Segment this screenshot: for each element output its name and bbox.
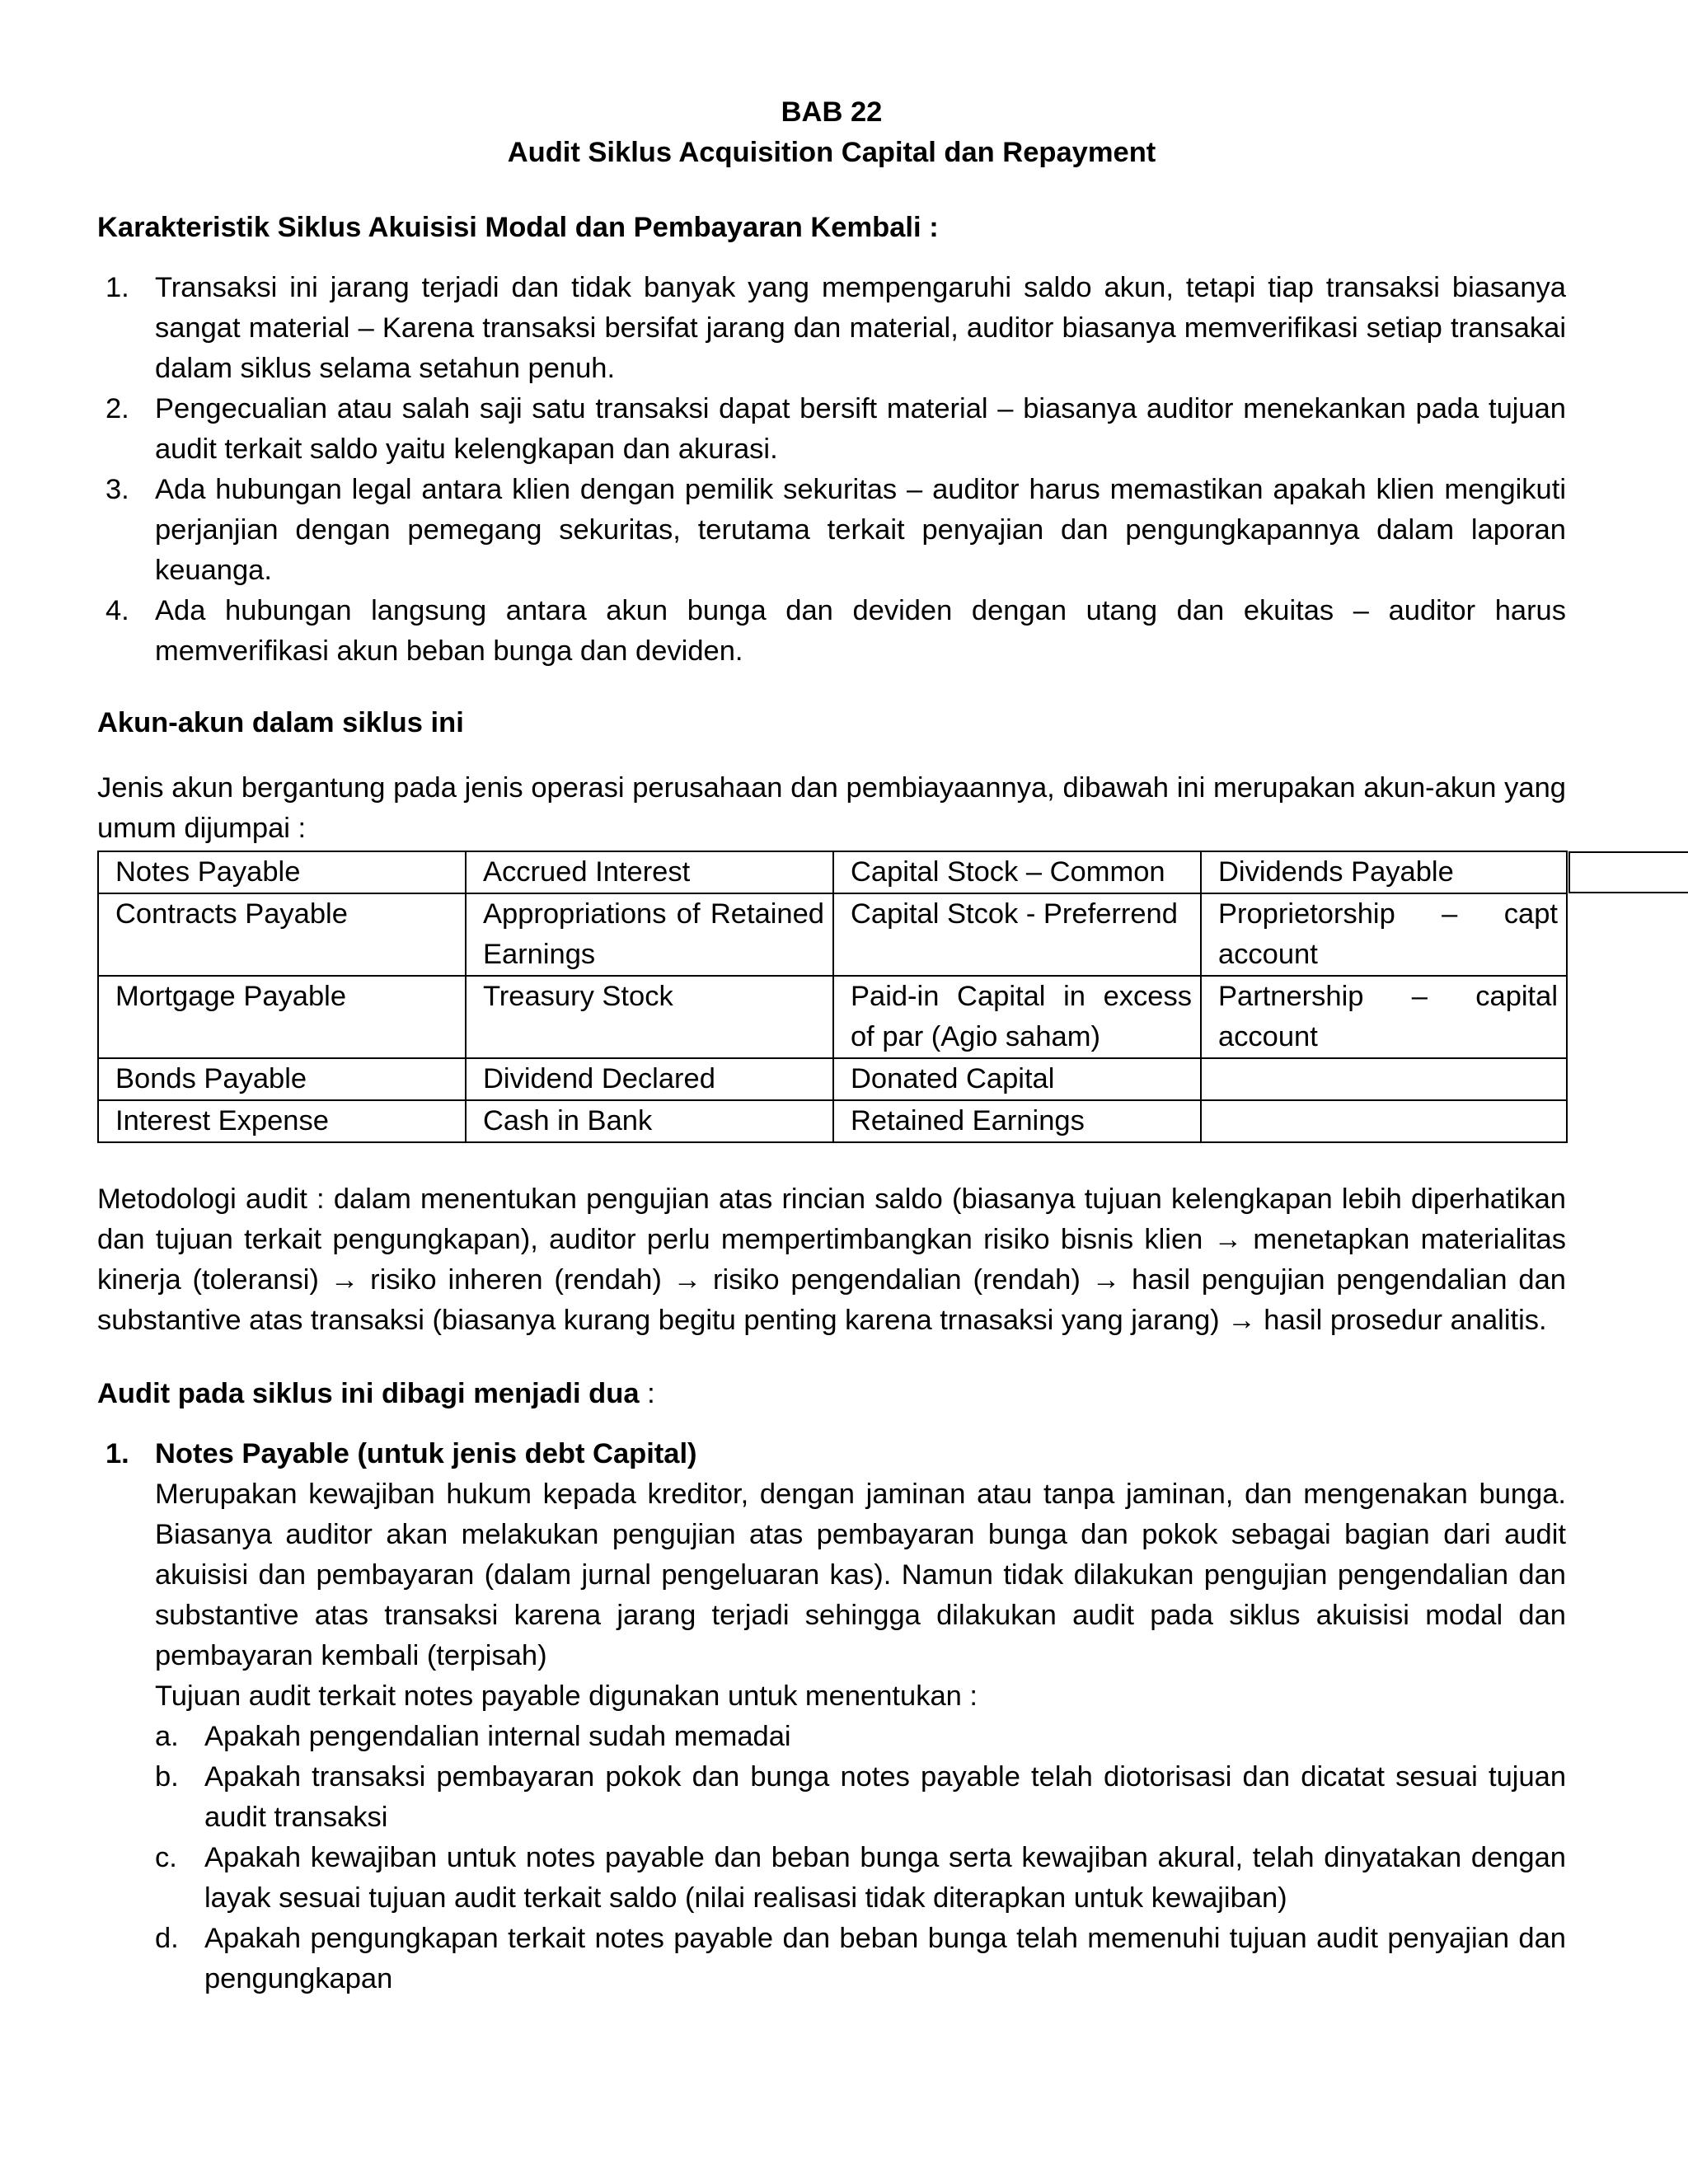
table-cell: Capital Stcok - Preferrend <box>833 893 1201 976</box>
table-cell <box>1201 1058 1567 1100</box>
table-cell: Notes Payable <box>98 851 466 893</box>
chapter-title: Audit Siklus Acquisition Capital dan Repayment <box>507 137 1156 168</box>
list-item: b. Apakah transaksi pembayaran pokok dan bunga notes payable telah diotorisasi dan dicatat sesuai tujuan audit transaksi <box>155 1761 1566 1833</box>
table-cell: Partnership – capital account <box>1201 976 1567 1058</box>
table-cell: Mortgage Payable <box>98 976 466 1058</box>
table-cell: Proprietorship – capt account <box>1201 893 1567 976</box>
table-cell: Retained Earnings <box>833 1100 1201 1142</box>
list-item: c. Apakah kewajiban untuk notes payable dan beban bunga serta kewajiban akural, telah dinyatakan dengan layak sesuai tujuan audit terkait saldo (nilai realisasi tidak diterapkan untuk kewajiban) <box>155 1842 1566 1914</box>
accounts-table <box>97 851 1568 1143</box>
characteristics-heading: Karakteristik Siklus Akuisisi Modal dan Pembayaran Kembali : <box>97 212 939 243</box>
document-content <box>97 92 1566 1999</box>
table-cell: Dividend Declared <box>466 1058 833 1100</box>
list-item: a. Apakah pengendalian internal sudah memadai <box>155 1721 791 1752</box>
table-cell: Appropriations of Retained Earnings <box>466 893 833 976</box>
table-cell: Interest Expense <box>98 1100 466 1142</box>
table-cell: Accrued Interest <box>466 851 833 893</box>
list-item: 4. Ada hubungan langsung antara akun bunga dan deviden dengan utang dan ekuitas – auditor harus memverifikasi akun beban bunga dan deviden. <box>106 595 1566 667</box>
list-item: 3. Ada hubungan legal antara klien dengan pemilik sekuritas – auditor harus memastikan apakah klien mengikuti perjanjian dengan pemegang sekuritas, terutama terkait penyajian dan pengungkapannya dalam laporan keuanga. <box>106 474 1566 586</box>
table-cell: Donated Capital <box>833 1058 1201 1100</box>
table-row <box>98 893 1567 976</box>
table-cell: Treasury Stock <box>466 976 833 1058</box>
table-cell: Cash in Bank <box>466 1100 833 1142</box>
audit-heading: Audit pada siklus ini dibagi menjadi dua : <box>97 1378 655 1409</box>
list-item: 1. Transaksi ini jarang terjadi dan tidak banyak yang mempengaruhi saldo akun, tetapi tiap transaksi biasanya sangat material – Karena transaksi bersifat jarang dan material, auditor biasanya memverifikasi setiap transakai dalam siklus selama setahun penuh. <box>106 272 1566 384</box>
table-cell <box>1201 1100 1567 1142</box>
table-cell: Dividends Payable <box>1201 851 1567 893</box>
characteristics-list <box>97 268 1566 672</box>
notes-payable-section: 1. Notes Payable (untuk jenis debt Capital) Merupakan kewajiban hukum kepada kreditor, dengan jaminan atau tanpa jaminan, dan mengenakan bunga. Biasanya auditor akan melakukan pengujian atas pembayaran bunga dan pokok sebagai bagian dari audit akuisisi dan pembayaran (dalam jurnal pengeluaran kas). Namun tidak dilakukan pengujian pengendalian dan substantive atas transaksi karena jarang terjadi sehingga dilakukan audit pada siklus akuisisi modal dan pembayaran kembali (terpisah) Tujuan audit terkait notes payable digunakan untuk menentukan : a. Apakah pengendalian internal sudah memadai b. Apakah transaksi pembayaran pokok dan bunga notes payable telah diotorisasi dan dicatat sesuai tujuan audit transaksi c. Apakah kewajiban untuk notes payable dan beban bunga serta kewajiban akural, telah dinyatakan dengan layak sesuai tujuan audit terkait saldo (nilai realisasi tidak diterapkan untuk kewajiban) d. Apakah pengungkapan terkait notes payable dan beban bunga telah memenuhi tujuan audit penyajian dan pengungkapan <box>97 1434 1566 1999</box>
table-row <box>98 1100 1567 1142</box>
table-row <box>98 851 1567 893</box>
accounts-heading: Akun-akun dalam siklus ini <box>97 707 464 738</box>
table-overflow-cell <box>1568 851 1688 893</box>
table-cell: Bonds Payable <box>98 1058 466 1100</box>
table-row <box>98 976 1567 1058</box>
table-cell: Contracts Payable <box>98 893 466 976</box>
table-cell: Paid-in Capital in excess of par (Agio saham) <box>833 976 1201 1058</box>
table-row <box>98 1058 1567 1100</box>
accounts-intro: Jenis akun bergantung pada jenis operasi perusahaan dan pembiayaannya, dibawah ini merupakan akun-akun yang umum dijumpai : <box>97 772 1566 844</box>
section-title: Notes Payable (untuk jenis debt Capital) <box>155 1438 697 1469</box>
table-cell: Capital Stock – Common <box>833 851 1201 893</box>
list-item: 2. Pengecualian atau salah saji satu transaksi dapat bersift material – biasanya auditor menekankan pada tujuan audit terkait saldo yaitu kelengkapan dan akurasi. <box>106 393 1566 465</box>
chapter-number: BAB 22 <box>781 96 883 128</box>
objectives-intro: Tujuan audit terkait notes payable digunakan untuk menentukan : <box>155 1680 978 1712</box>
section-paragraph: Merupakan kewajiban hukum kepada kreditor, dengan jaminan atau tanpa jaminan, dan mengenakan bunga. Biasanya auditor akan melakukan pengujian atas pembayaran bunga dan pokok sebagai bagian dari audit akuisisi dan pembayaran (dalam jurnal pengeluaran kas). Namun tidak dilakukan pengujian pengendalian dan substantive atas transaksi karena jarang terjadi sehingga dilakukan audit pada siklus akuisisi modal dan pembayaran kembali (terpisah) <box>155 1479 1566 1671</box>
methodology-paragraph: Metodologi audit : dalam menentukan pengujian atas rincian saldo (biasanya tujuan kelengkapan lebih diperhatikan dan tujuan terkait pengungkapan), auditor perlu mempertimbangkan risiko bisnis klien → menetapkan materialitas kinerja (toleransi) → risiko inheren (rendah) → risiko pengendalian (rendah) → hasil pengujian pengendalian dan substantive atas transaksi (biasanya kurang begitu penting karena trnasaksi yang jarang) → hasil prosedur analitis. <box>97 1183 1566 1336</box>
list-item: d. Apakah pengungkapan terkait notes payable dan beban bunga telah memenuhi tujuan audit penyajian dan pengungkapan <box>155 1923 1566 1994</box>
